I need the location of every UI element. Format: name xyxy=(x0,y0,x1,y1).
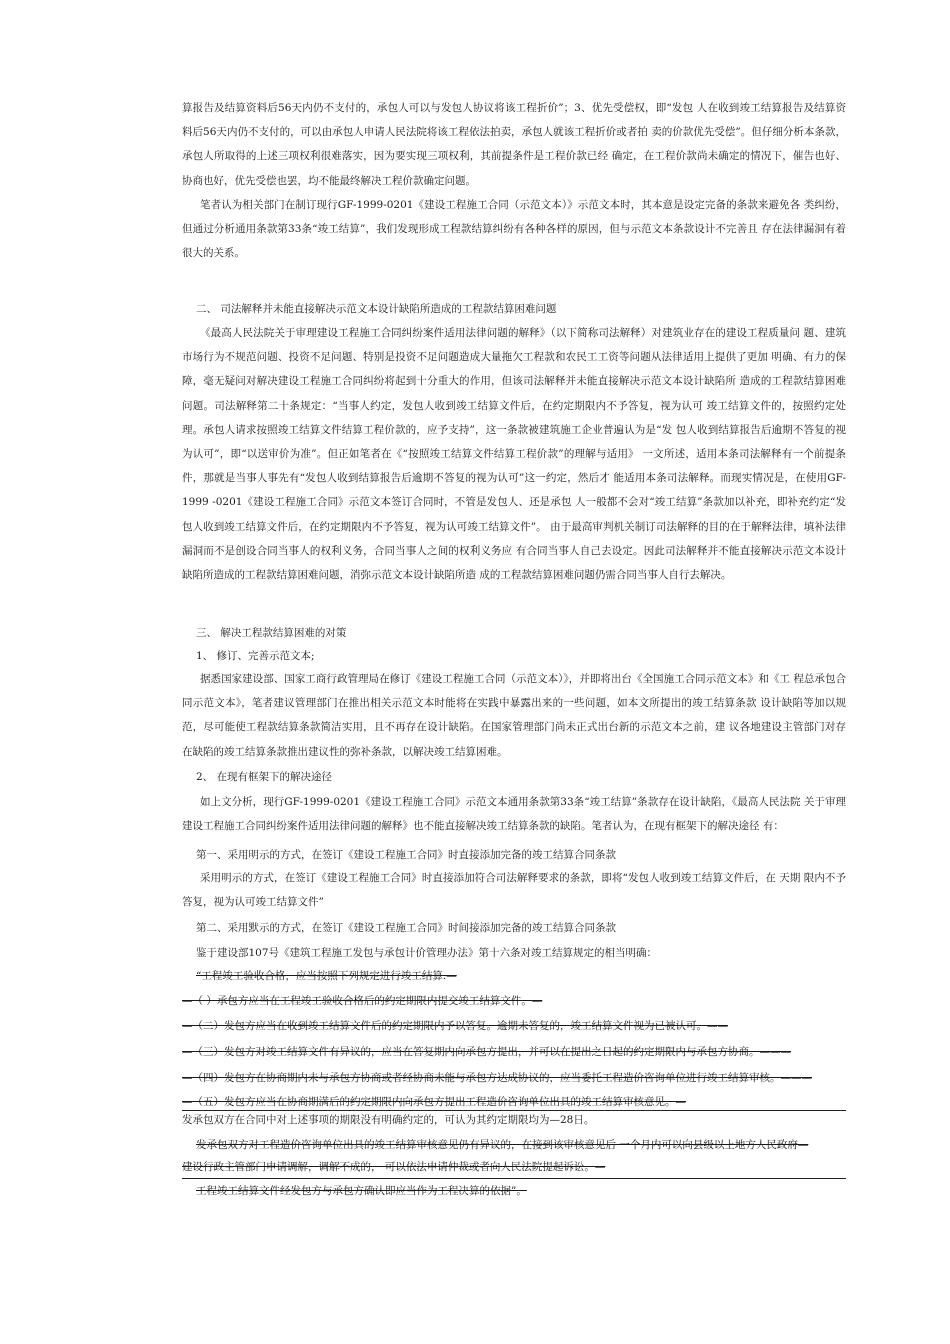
subsection-2-heading: 2、 在现有框架下的解决途径 xyxy=(196,771,333,783)
intro-block xyxy=(182,96,846,265)
quoted-line: “工程竣工验收合格，应当按照下列规定进行竣工结算.— xyxy=(196,970,457,982)
divider-line xyxy=(182,1178,846,1179)
way-1-paragraph: 采用明示的方式，在签订《建设工程施工合同》时直接添加符合司法解释要求的条款，即将“发包人收到竣工结算文件后，在 天期 限内不予答复，视为认可竣工结算文件” xyxy=(182,872,846,909)
section-3-heading: 三、 解决工程款结算困难的对策 xyxy=(196,627,347,639)
section-2-heading: 二、 司法解释并未能直接解决示范文本设计缺陷所造成的工程款结算困难问题 xyxy=(196,303,557,315)
section-2-block xyxy=(182,321,846,587)
quoted-line: —（ ）承包方应当在工程竣工验收合格后的约定期限内提交竣工结算文件。— xyxy=(182,995,543,1007)
subsection-1-heading: 1、 修订、完善示范文本; xyxy=(196,650,315,662)
subsection-1-paragraph: 据悉国家建设部、国家工商行政管理局在修订《建设工程施工合同（示范文本）》，并即将出台《全国施工合同示范文本》和《工 程总承包合同示范文本》，笔者建议管理部门在推出相关示范文本时能将在实践中暴露出来的一些问题，如本文所提出的竣工结算条款 设计缺陷等加以规范，尽可能使工程款结算条款简洁实用，且不再存在设计缺陷。在国家管理部门尚未正式出台新的示范文本之前，建 议各地建设主管部门对存在缺陷的竣工结算条款推出建议性的弥补条款，以解决竣工结算困难。 xyxy=(182,673,846,758)
quoted-line: 发承包双方对工程造价咨询单位出具的竣工结算审核意见仍有异议的，在接到该审核意见后 一个月内可以向县级以上地方人民政府— xyxy=(196,1139,809,1151)
subsection-2-block xyxy=(182,790,846,838)
quoted-line: 发承包双方在合同中对上述事项的期限没有明确约定的，可认为其约定期限均为—28日。 xyxy=(182,1114,595,1126)
way-2-intro: 鉴于建设部107号《建筑工程施工发包与承包计价管理办法》第十六条对竣工结算规定的相当明确： xyxy=(196,947,658,959)
quoted-line: —（五）发包方应当在协商期满后的约定期限内向承包方提出工程造价咨询单位出具的竣工结算审核意见。— xyxy=(182,1096,686,1108)
quoted-line: —（四）发包方在协商期内未与承包方协商或者经协商未能与承包方达成协议的，应当委托工程造价咨询单位进行竣工结算审核。——— xyxy=(182,1072,812,1084)
intro-paragraph-2: 笔者认为相关部门在制订现行GF-1999-0201《建设工程施工合同（示范文本）》示范文本时，其本意是设定完备的条款来避免各 类纠纷，但通过分析通用条款第33条“竣工结算”，我们发现形成工程款结算纠纷有各种各样的原因，但与示范文本条款设计不完善且 存在法律漏洞有着很大的关系。 xyxy=(182,198,846,260)
way-1-heading: 第一、采用明示的方式，在签订《建设工程施工合同》时直接添加完备的竣工结算合同条款 xyxy=(196,849,616,861)
section-2-paragraph: 《最高人民法院关于审理建设工程施工合同纠纷案件适用法律问题的解释》（以下简称司法解释）对建筑业存在的建设工程质量问 题、建筑市场行为不规范问题、投资不足问题、特别是投资不足问题造成大量拖欠工程款和农民工工资等问题从法律适用上提供了更加 明确、有力的保障，毫无疑问对解决建设工程施工合同纠纷将起到十分重大的作用，但该司法解释并未能直接解决示范文本设计缺陷所 造成的工程款结算困难问题。司法解释第二十条规定：“当事人约定，发包人收到竣工结算文件后，在约定期限内不予答复，视为认可 竣工结算文件的，按照约定处理。承包人请求按照竣工结算文件结算工程价款的，应予支持”，这一条款被建筑施工企业普遍认为是“发 包人收到结算报告后逾期不答复的视为认可”，即“以送审价为准”。但正如笔者在《“按照竣工结算文件结算工程价款”的理解与适用》 一文所述，适用本条司法解释有一个前提条件，那就是当事人事先有“发包人收到结算报告后逾期不答复的视为认可”这一约定，然后才 能适用本条司法解释。而现实情况是，在使用GF-1999 -0201《建设工程施工合同》示范文本签订合同时，不管是发包人、还是承包 人一般都不会对“竣工结算”条款加以补充，即补充约定“发包人收到竣工结算文件后，在约定期限内不予答复，视为认可竣工结算文件”。 由于最高审判机关制订司法解释的目的在于解释法律，填补法律漏洞而不是创设合同当事人的权利义务，合同当事人之间的权利义务应 有合同当事人自己去设定。因此司法解释并不能直接解决示范文本设计缺陷所造成的工程款结算困难问题，消弥示范文本设计缺陷所造 成的工程款结算困难问题仍需合同当事人自行去解决。 xyxy=(182,327,846,582)
subsection-2-paragraph: 如上文分析，现行GF-1999-0201《建设工程施工合同》示范文本通用条款第33条“竣工结算”条款存在设计缺陷，《最高人民法院 关于审理建设工程施工合同纠纷案件适用法律问题的解释》也不能直接解决竣工结算条款的缺陷。笔者认为，在现有框架下的解决途径 有： xyxy=(182,796,846,833)
intro-paragraph-1: 算报告及结算资料后56天内仍不支付的，承包人可以与发包人协议将该工程折价”；3、优先受偿权，即“发包 人在收到竣工结算报告及结算资料后56天内仍不支付的，可以由承包人申请人民法院将该工程依法拍卖，承包人就该工程折价或者拍 卖的价款优先受偿”。但仔细分析本条款，承包人所取得的上述三项权利很难落实，因为要实现三项权利，其前提条件是工程价款已经 确定，在工程价款尚未确定的情况下，催告也好、协商也好，优先受偿也罢，均不能最终解决工程价款确定问题。 xyxy=(182,102,846,187)
way-2-heading: 第二、采用默示的方式，在签订《建设工程施工合同》时间接添加完备的竣工结算合同条款 xyxy=(196,922,616,934)
quoted-line: 建设行政主管部门申请调解，调解不成的， 可以依法申请仲裁或者向人民法院提起诉讼。— xyxy=(182,1161,606,1173)
way-1-block xyxy=(182,866,846,914)
quoted-line: 工程竣工结算文件经发包方与承包方确认即应当作为工程决算的依据”。 xyxy=(196,1185,527,1197)
quoted-line: —（三）发包方对竣工结算文件有异议的，应当在答复期内向承包方提出，并可以在提出之日起的约定期限内与承包方协商。——— xyxy=(182,1046,791,1058)
subsection-1-block xyxy=(182,667,846,764)
quoted-line: —（二）发包方应当在收到竣工结算文件后的约定期限内予以答复。逾期未答复的，竣工结算文件视为已被认可。—— xyxy=(182,1020,728,1032)
